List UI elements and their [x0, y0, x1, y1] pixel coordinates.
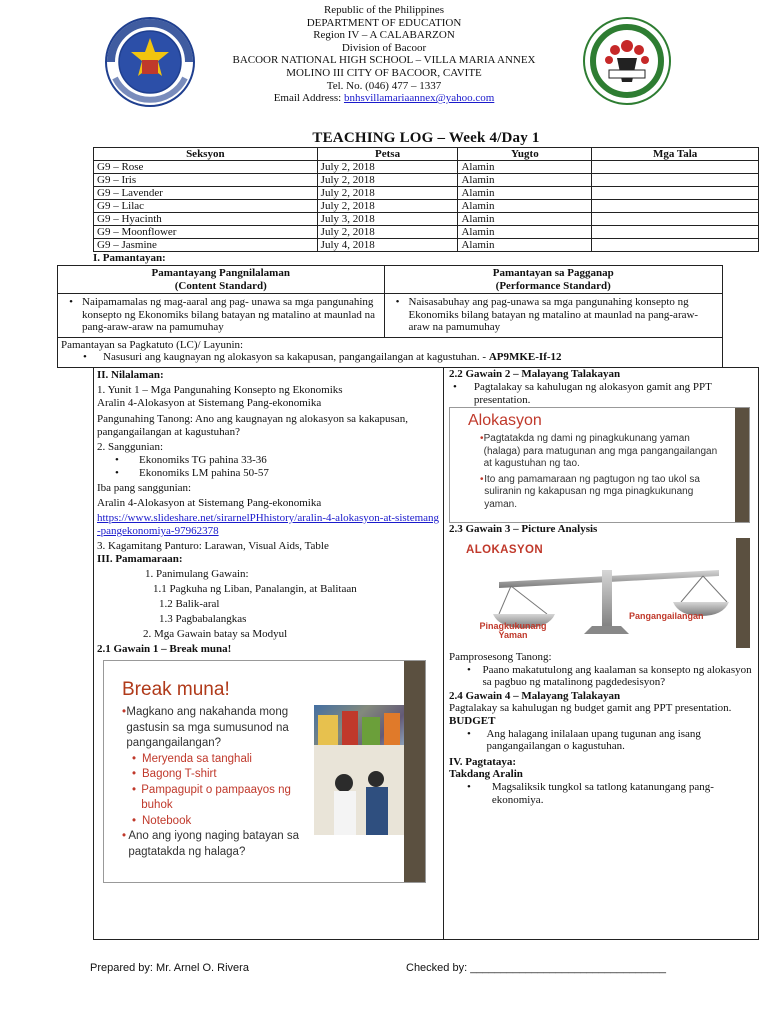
slide-right-bar: [736, 538, 750, 648]
content-standard-text: Naipamamalas ng mag-aaral ang pag- unawa sa mga pangunahing konsepto ng Ekonomiks bilang batayan ng matalino at maunlad na pang-araw-araw na pamumuhay: [82, 296, 375, 333]
scale-title: ALOKASYON: [466, 544, 544, 556]
reference-link[interactable]: https://www.slideshare.net/sirarnelPHhistory/aralin-4-alokasyon-at-sistemang-pangekonomiya-97962378: [97, 512, 440, 537]
col-header: Seksyon: [94, 148, 318, 161]
slide-alokasyon: [449, 407, 750, 523]
lc-label: Pamantayan sa Pagkatuto (LC)/ Layunin:: [61, 338, 244, 351]
performance-standard-text: Naisasabuhay ang pag-unawa sa mga pangunahing konsepto ng Ekonomiks bilang batayan ng matalino at maunlad na pang-araw-araw na pamumuhay: [408, 296, 699, 333]
pamprosesong-heading: Pamprosesong Tanong:: [449, 651, 552, 663]
lc-description: Nasusuri ang kaugnayan ng alokasyon sa kakapusan, pangangailangan at kagustuhan. -: [103, 351, 489, 363]
section-cell: G9 – Hyacinth: [94, 213, 318, 226]
date-cell: July 2, 2018: [317, 161, 458, 174]
aralin-reference: Aralin 4-Alokasyon at Sistemang Pang-ekonomika: [97, 497, 322, 509]
break-muna-item: Bagong T-shirt: [142, 768, 217, 780]
header-line-3: Region IV – A CALABARZON: [313, 29, 455, 42]
email-label: Email Address:: [273, 92, 344, 105]
left-column: II. Nilalaman: 1. Yunit 1 – Mga Pangunahing Konsepto ng Ekonomiks Aralin 4-Alokasyon at Sistemang Pang-ekonomika Pangunahing Tanong: Ano ang kaugnayan ng alokasyon sa kakapusan, pangangailangan at kagustuhan? 2. Sanggunian: • Ekonomiks TG pahina 33-36 • Ekonomiks LM pahina 50-57 Iba pang sanggunian: Aralin 4-Alokasyon at Sistemang Pang-ekonomika https://www.slideshare.net/sirarnelPHhistory/aralin-4-alokasyon-at-sistemang-pangekonomiya-97962378 3. Kagamitang Panturo: Larawan, Visual Aids, Table III. Pamamaraan: 1. Panimulang Gawain: 1.1 Pagkuha ng Liban, Panalangin, at Balitaan 1.2 Balik-aral 1.3 Pagbabalangkas 2. Mga Gawain batay sa Modyul 2.1 Gawain 1 – Break muna!: [97, 369, 440, 655]
gawain-3-heading: 2.3 Gawain 3 – Picture Analysis: [449, 523, 598, 535]
break-muna-title: Break muna!: [122, 679, 230, 700]
alokasyon-bullet-1: Pagtatakda ng dami ng pinagkukunang yaman (halaga) para matugunan ang mga pangangailangan at kagustuhan ng tao.: [483, 433, 718, 469]
date-cell: July 2, 2018: [317, 200, 458, 213]
pamamaraan-heading: III. Pamamaraan:: [97, 553, 183, 565]
step-1-1: 1.1 Pagkuha ng Liban, Panalangin, at Balitaan: [153, 583, 357, 595]
yugto-cell: Alamin: [458, 226, 592, 239]
checked-by: Checked by: ________________________________: [406, 962, 666, 974]
page-title: TEACHING LOG – Week 4/Day 1: [312, 130, 540, 146]
schedule-row: [94, 239, 759, 252]
break-muna-item: Meryenda sa tanghali: [142, 752, 252, 765]
slide-break-muna: [103, 660, 426, 883]
scale-left-label: Pinagkukunang Yaman: [479, 621, 547, 640]
schedule-row: [94, 226, 759, 239]
nilalaman-heading: II. Nilalaman:: [97, 369, 164, 381]
header-line-6: MOLINO III CITY OF BACOOR, CAVITE: [286, 66, 482, 79]
lc-code: AP9MKE-If-12: [488, 351, 562, 363]
header-line-1: Republic of the Philippines: [323, 4, 445, 16]
slide-right-bar: [735, 408, 749, 522]
takdang-aralin-heading: Takdang Aralin: [449, 768, 523, 781]
break-muna-question-2: Ano ang iyong naging batayan sa pagtatakda ng halaga?: [128, 830, 300, 858]
column-divider: [443, 367, 444, 940]
mga-gawain: 2. Mga Gawain batay sa Modyul: [143, 628, 288, 640]
schedule-row: [94, 200, 759, 213]
tala-cell: [592, 239, 759, 252]
yugto-cell: Alamin: [458, 239, 592, 252]
slide-scale: [449, 538, 750, 648]
yugto-cell: Alamin: [458, 174, 592, 187]
schedule-row: [94, 161, 759, 174]
step-1-3: 1.3 Pagbabalangkas: [159, 613, 247, 625]
tala-cell: [592, 187, 759, 200]
content-standard-title: Pamantayang Pangnilalaman: [151, 267, 290, 279]
iba-sanggunian: Iba pang sanggunian:: [97, 482, 192, 494]
budget-definition: Ang halagang inilalaan upang tugunan ang isang pangangailangan o kagustuhan.: [486, 727, 701, 753]
gawain-2-text: Pagtalakay sa kahulugan ng alokasyon gamit ang PPT presentation.: [473, 381, 712, 406]
break-muna-item: Notebook: [142, 814, 192, 827]
content-standard-sub: (Content Standard): [174, 279, 267, 292]
yugto-cell: Alamin: [458, 187, 592, 200]
right-column-top: 2.2 Gawain 2 – Malayang Talakayan • Pagtalakay sa kahulugan ng alokasyon gamit ang PPT presentation.: [449, 368, 755, 407]
col-header: Yugto: [458, 148, 592, 161]
section-cell: G9 – Rose: [94, 161, 318, 174]
performance-standard-title: Pamantayan sa Pagganap: [492, 267, 614, 279]
date-cell: July 2, 2018: [317, 226, 458, 239]
letterhead: [180, 4, 588, 105]
date-cell: July 4, 2018: [317, 239, 458, 252]
section-cell: G9 – Lilac: [94, 200, 318, 213]
prepared-by: Prepared by: Mr. Arnel O. Rivera: [90, 962, 249, 974]
schedule-row: [94, 213, 759, 226]
date-cell: July 2, 2018: [317, 187, 458, 200]
content-standard-cell: • Naipamamalas ng mag-aaral ang pag- unawa sa mga pangunahing konsepto ng Ekonomiks bilang batayan ng matalino at maunlad na pang-araw-araw na pamumuhay: [58, 294, 385, 338]
gawain-1-heading: 2.1 Gawain 1 – Break muna!: [97, 643, 232, 655]
school-seal: [579, 16, 675, 106]
break-muna-bullets: • Magkano ang nakahanda mong gastusin sa mga sumusunod na pangangailangan? • Meryenda sa tanghali • Bagong T-shirt • Pampagupit o pampaayos ng buhok • Notebook • Ano ang iyong naging batayan sa pagtatakda ng halaga?: [122, 705, 312, 860]
alokasyon-bullets: • Pagtatakda ng dami ng pinagkukunang yaman (halaga) para matugunan ang mga pangangailangan at kagustuhan ng tao. • Ito ang pamamaraan ng pagtugon ng tao ukol sa suliranin ng kakapusan ng mga pinagkukunang yaman.: [480, 433, 728, 511]
tala-cell: [592, 174, 759, 187]
col-header: Petsa: [317, 148, 458, 161]
schedule-table: [93, 147, 759, 252]
pamprosesong-question: Paano makatutulong ang kaalaman sa konsepto ng alokasyon sa pagbuo ng matalinong pagdedesisyon?: [482, 663, 752, 689]
content-standard-header: [58, 266, 385, 294]
slide-right-bar: [404, 661, 425, 882]
alokasyon-bullet-2: Ito ang pamamaraan ng pagtugon ng tao ukol sa suliranin ng kakapusan ng mga pinagkukunang yaman.: [484, 473, 700, 510]
yugto-cell: Alamin: [458, 161, 592, 174]
tala-cell: [592, 161, 759, 174]
tala-cell: [592, 200, 759, 213]
schedule-row: [94, 174, 759, 187]
performance-standard-header: [384, 266, 722, 294]
panimulang-gawain: 1. Panimulang Gawain:: [145, 568, 249, 580]
takdang-aralin-text: Magsaliksik tungkol sa tatlong katanungang pang-ekonomiya.: [491, 780, 714, 806]
email-link[interactable]: bnhsvillamariaannex@yahoo.com: [343, 92, 495, 105]
learning-competency-cell: Pamantayan sa Pagkatuto (LC)/ Layunin: • Nasusuri ang kaugnayan ng alokasyon sa kakapusan, pangangailangan at kagustuhan. - AP9MKE-If-12: [58, 337, 723, 367]
header-line-4: Division of Bacoor: [341, 41, 427, 54]
reference-1: Ekonomiks TG pahina 33-36: [139, 454, 267, 466]
gawain-2-heading: 2.2 Gawain 2 – Malayang Talakayan: [449, 368, 621, 380]
scale-right-label: Pangangailangan: [629, 611, 704, 621]
standards-table: [57, 265, 723, 368]
performance-standard-sub: (Performance Standard): [495, 279, 611, 292]
alokasyon-title: Alokasyon: [468, 412, 542, 429]
date-cell: July 3, 2018: [317, 213, 458, 226]
tala-cell: [592, 226, 759, 239]
break-muna-question-1: Magkano ang nakahanda mong gastusin sa mga sumusunod na pangangailangan?: [126, 706, 289, 749]
performance-standard-cell: • Naisasabuhay ang pag-unawa sa mga pangunahing konsepto ng Ekonomiks bilang batayan ng matalino at maunlad na pang-araw-araw na pamumuhay: [384, 294, 722, 338]
right-column-bottom: Pamprosesong Tanong: • Paano makatutulong ang kaalaman sa konsepto ng alokasyon sa pagbuo ng matalinong pagdedesisyon? 2.4 Gawain 4 – Malayang Talakayan Pagtalakay sa kahulugan ng budget gamit ang PPT presentation. BUDGET • Ang halagang inilalaan upang tugunan ang isang pangangailangan o kagustuhan. IV. Pagtataya: Takdang Aralin • Magsaliksik tungkol sa tatlong katanungang pang-ekonomiya.: [449, 651, 752, 806]
kagamitan-text: 3. Kagamitang Panturo: Larawan, Visual Aids, Table: [97, 540, 329, 552]
section-cell: G9 – Lavender: [94, 187, 318, 200]
section-cell: G9 – Iris: [94, 174, 318, 187]
gawain-4-text: Pagtalakay sa kahulugan ng budget gamit ang PPT presentation.: [449, 702, 732, 715]
header-email-line: [180, 92, 588, 105]
schedule-header-row: [94, 148, 759, 161]
aralin-text: Aralin 4-Alokasyon at Sistemang Pang-ekonomika: [97, 397, 322, 409]
gawain-4-heading: 2.4 Gawain 4 – Malayang Talakayan: [449, 689, 621, 702]
header-line-7: Tel. No. (046) 477 – 1337: [326, 79, 442, 92]
pangunahing-tanong: Pangunahing Tanong: Ano ang kaugnayan ng alokasyon sa kakapusan, pangangailangan at kagustuhan?: [97, 413, 408, 438]
tala-cell: [592, 213, 759, 226]
schedule-row: [94, 187, 759, 200]
section-cell: G9 – Jasmine: [94, 239, 318, 252]
header-line-2: DEPARTMENT OF EDUCATION: [306, 16, 462, 29]
reference-2: Ekonomiks LM pahina 50-57: [139, 467, 269, 479]
step-1-2: 1.2 Balik-aral: [159, 598, 220, 610]
budget-heading: BUDGET: [449, 714, 496, 727]
pamantayan-heading: I. Pamantayan:: [93, 252, 166, 264]
lc-text: [103, 351, 562, 364]
yunit-text: 1. Yunit 1 – Mga Pangunahing Konsepto ng Ekonomiks: [97, 384, 343, 396]
header-line-5: BACOOR NATIONAL HIGH SCHOOL – VILLA MARIA ANNEX: [232, 54, 536, 67]
yugto-cell: Alamin: [458, 200, 592, 213]
col-header: Mga Tala: [592, 148, 759, 161]
pagtataya-heading: IV. Pagtataya:: [449, 755, 517, 768]
section-cell: G9 – Moonflower: [94, 226, 318, 239]
sanggunian-heading: 2. Sanggunian:: [97, 441, 163, 453]
yugto-cell: Alamin: [458, 213, 592, 226]
break-muna-item: Pampagupit o pampaayos ng buhok: [141, 783, 291, 811]
store-photo: [314, 705, 404, 835]
date-cell: July 2, 2018: [317, 174, 458, 187]
